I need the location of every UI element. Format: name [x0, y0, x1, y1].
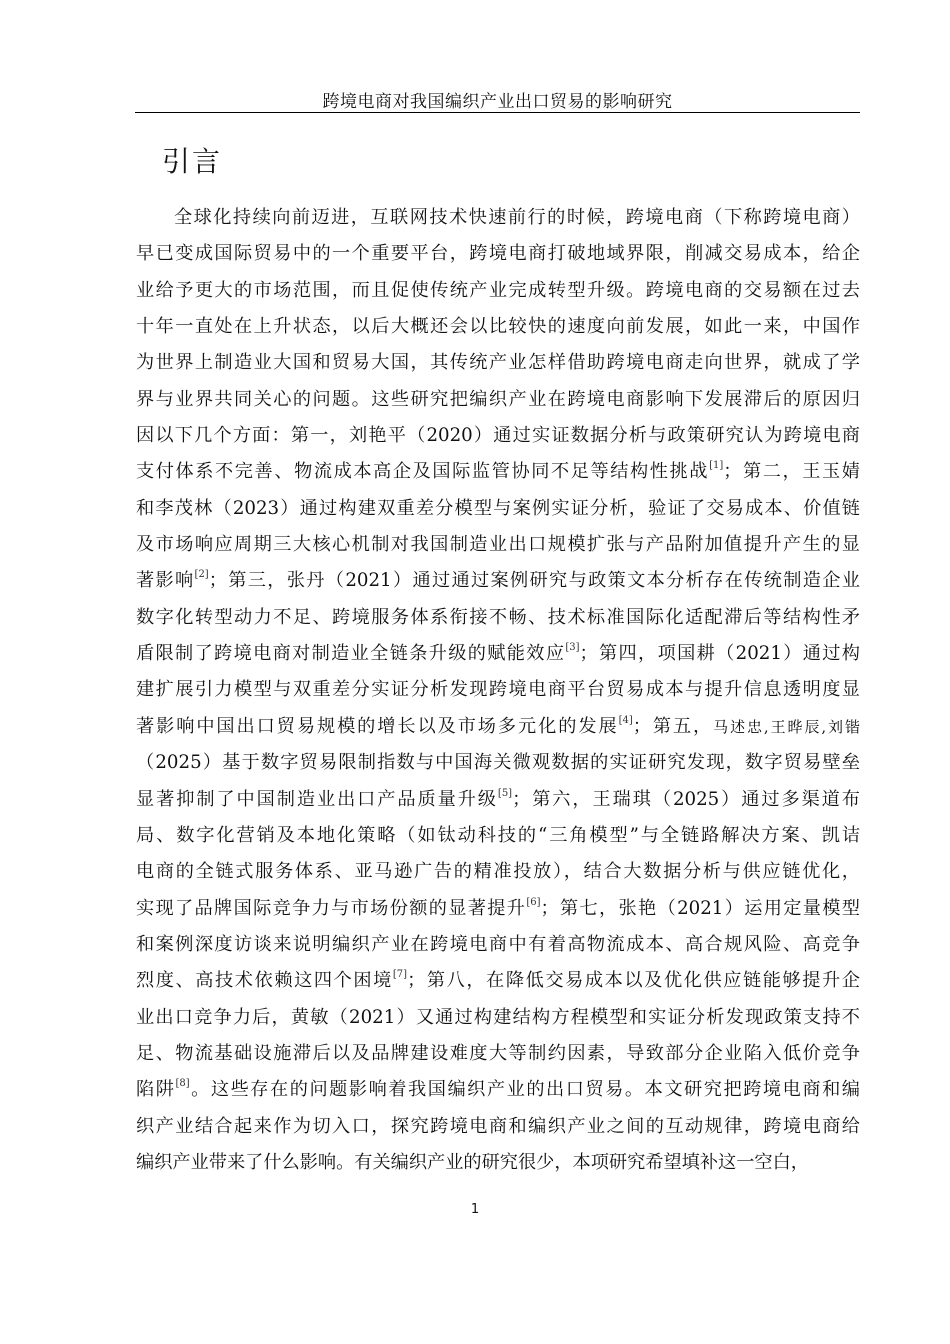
text-segment: ；第三，张丹（2021）通过通过案例研究与政策文本分析存在传统制造企业 [208, 570, 860, 592]
text-line [136, 636, 860, 672]
text-line [136, 236, 860, 272]
text-segment: 数字化转型动力不足、跨境服务体系衔接不畅、技术标准国际化适配滞后等结构性矛 [136, 606, 860, 628]
text-line [136, 200, 860, 236]
text-line [136, 1072, 860, 1108]
text-line [136, 418, 860, 454]
text-line [136, 563, 860, 599]
text-line [136, 454, 860, 490]
text-segment: 早已变成国际贸易中的一个重要平台，跨境电商打破地域界限，削减交易成本，给企 [136, 243, 860, 265]
text-segment: 陷阱 [136, 1079, 176, 1101]
text-segment: ；第五， [632, 715, 714, 737]
text-segment: 为世界上制造业大国和贸易大国，其传统产业怎样借助跨境电商走向世界，就成了学 [136, 352, 860, 374]
text-line [136, 345, 860, 381]
citation-ref: [7] [392, 969, 408, 981]
text-segment: ；第六，王瑞琪（2025）通过多渠道布 [512, 788, 860, 810]
text-line [136, 709, 860, 745]
text-segment: 足、物流基础设施滞后以及品牌建设难度大等制约因素，导致部分企业陷入低价竞争 [136, 1042, 860, 1064]
text-segment: 和案例深度访谈来说明编织产业在跨境电商中有着高物流成本、高合规风险、高竞争 [136, 933, 860, 955]
text-segment: ；第二，王玉婧 [723, 461, 860, 483]
text-segment: 显著抑制了中国制造业出口产品质量升级 [136, 788, 498, 810]
text-segment: 因以下几个方面：第一，刘艳平（2020）通过实证数据分析与政策研究认为跨境电商 [136, 425, 860, 447]
text-segment: 支付体系不完善、物流成本高企及国际监管协同不足等结构性挑战 [136, 461, 710, 483]
text-segment: 电商的全链式服务体系、亚马逊广告的精准投放），结合大数据分析与供应链优化， [136, 861, 860, 883]
text-line [136, 963, 860, 999]
text-segment: 业给予更大的市场范围，而且促使传统产业完成转型升级。跨境电商的交易额在过去 [136, 279, 860, 301]
text-line [136, 818, 860, 854]
text-segment: 界与业界共同关心的问题。这些研究把编织产业在跨境电商影响下发展滞后的原因归 [136, 388, 860, 410]
text-line [136, 382, 860, 418]
text-segment: 和李茂林（2023）通过构建双重差分模型与案例实证分析，验证了交易成本、价值链 [136, 497, 860, 519]
section-title: 引言 [162, 145, 223, 178]
text-segment: （2025）基于数字贸易限制指数与中国海关微观数据的实证研究发现，数字贸易壁垒 [136, 752, 860, 774]
page-number: 1 [470, 1202, 480, 1217]
text-segment: 业出口竞争力后，黄敏（2021）又通过构建结构方程模型和实证分析发现政策支持不 [136, 1006, 860, 1028]
text-line [136, 854, 860, 890]
body-paragraph [136, 200, 860, 1181]
text-segment: ；第七，张艳（2021）运用定量模型 [540, 897, 860, 919]
text-line [136, 273, 860, 309]
author-names: 马述忠,王晔辰,刘锴 [713, 717, 860, 736]
text-line [136, 309, 860, 345]
text-line [136, 1109, 860, 1145]
text-segment: 局、数字化营销及本地化策略（如钛动科技的“三角模型”与全链路解决方案、凯诘 [136, 824, 860, 846]
text-segment: 实现了品牌国际竞争力与市场份额的显著提升 [136, 897, 527, 919]
text-line [136, 672, 860, 708]
text-segment: 建扩展引力模型与双重差分实证分析发现跨境电商平台贸易成本与提升信息透明度显 [136, 679, 860, 701]
text-segment: 。这些存在的问题影响着我国编织产业的出口贸易。本文研究把跨境电商和编 [189, 1079, 860, 1101]
text-segment: 著影响 [136, 570, 195, 592]
citation-ref: [1] [709, 460, 724, 472]
text-line [136, 782, 860, 818]
text-segment: ；第四，项国耕（2021）通过构 [579, 643, 860, 665]
text-segment: 著影响中国出口贸易规模的增长以及市场多元化的发展 [136, 715, 619, 737]
text-line [136, 1000, 860, 1036]
text-line [136, 1145, 860, 1181]
text-segment: 编织产业带来了什么影响。有关编织产业的研究很少，本项研究希望填补这一空白， [136, 1151, 809, 1173]
text-line [136, 891, 860, 927]
citation-ref: [8] [175, 1078, 190, 1090]
text-line [136, 527, 860, 563]
citation-ref: [6] [526, 896, 541, 908]
text-line [136, 1036, 860, 1072]
text-line [136, 491, 860, 527]
text-line [136, 600, 860, 636]
text-segment: 十年一直处在上升状态，以后大概还会以比较快的速度向前发展，如此一来，中国作 [136, 316, 860, 338]
text-line [136, 927, 860, 963]
header-rule [135, 112, 860, 113]
text-line [136, 745, 860, 781]
citation-ref: [3] [565, 642, 580, 654]
text-segment: ；第八，在降低交易成本以及优化供应链能够提升企 [407, 970, 860, 992]
citation-ref: [4] [618, 714, 633, 726]
running-header: 跨境电商对我国编织产业出口贸易的影响研究 [322, 92, 673, 112]
citation-ref: [2] [194, 569, 209, 581]
text-segment: 烈度、高技术依赖这四个困境 [136, 970, 393, 992]
text-segment: 全球化持续向前迈进，互联网技术快速前行的时候，跨境电商（下称跨境电商） [174, 207, 860, 228]
citation-ref: [5] [497, 787, 513, 799]
text-segment: 盾限制了跨境电商对制造业全链条升级的赋能效应 [136, 643, 566, 665]
text-segment: 及市场响应周期三大核心机制对我国制造业出口规模扩张与产品附加值提升产生的显 [136, 534, 860, 556]
text-segment: 织产业结合起来作为切入口，探究跨境电商和编织产业之间的互动规律，跨境电商给 [136, 1115, 860, 1137]
